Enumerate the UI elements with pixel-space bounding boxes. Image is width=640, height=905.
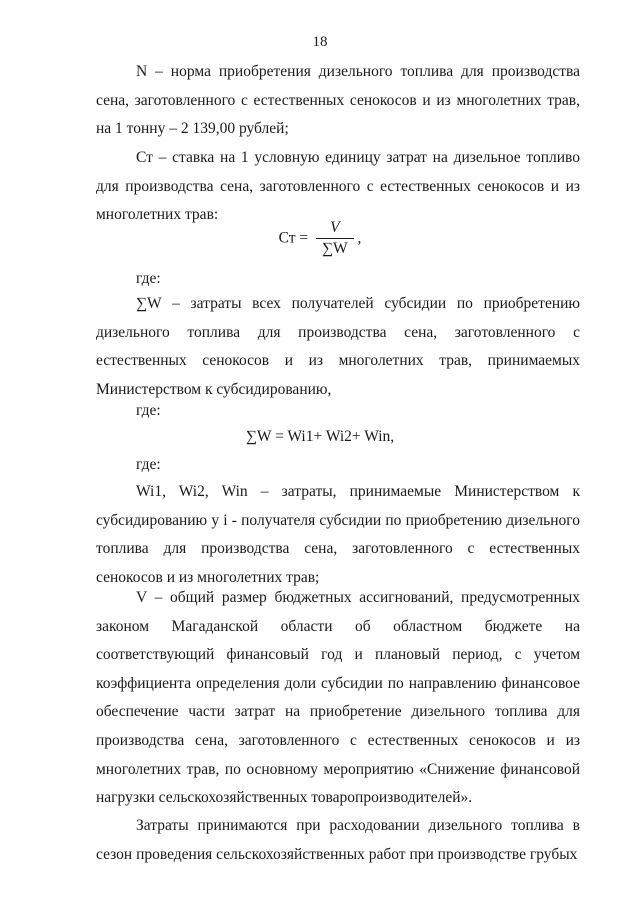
formula-st-tail: , — [357, 229, 362, 247]
formula-st-denominator: ∑W — [321, 240, 348, 257]
paragraph-sum-w: ∑W – затраты всех получателей субсидии по приобретению дизельного топлива для производства сена, заготовленного с естественных сенокосов и из многолетних трав, принимаемых Министерством к субсидированию, — [96, 295, 580, 398]
paragraph-costs: Затраты принимаются при расходовании дизельного топлива в сезон проведения сельскохозяйственных работ при производстве грубых — [96, 817, 580, 863]
formula-st — [0, 218, 640, 259]
paragraph-rate-st: Ст – ставка на 1 условную единицу затрат на дизельное топливо для производства сена, заготовленного с естественных сенокосов и из многолетних трав: — [96, 149, 580, 224]
formula-st-fraction — [316, 218, 354, 259]
where-label-2: где: — [136, 402, 161, 419]
page-number: 18 — [312, 34, 328, 50]
where-label-1: где: — [136, 270, 161, 287]
paragraph-norm-n: N – норма приобретения дизельного топлива для производства сена, заготовленного с естественных сенокосов и из многолетних трав, на 1 тонну – 2 139,00 рублей; — [96, 63, 580, 138]
formula-st-lhs: Ст = — [278, 229, 309, 247]
formula-sum-w: ∑W = Wi1+ Wi2+ Win, — [245, 428, 395, 445]
paragraph-wi: Wi1, Wi2, Win – затраты, принимаемые Министерством к субсидированию у i - получателя субсидии по приобретению дизельного топлива для производства сена, заготовленного с естественных сенокосов и из многолетних трав; — [96, 483, 580, 586]
paragraph-v: V – общий размер бюджетных ассигнований, предусмотренных законом Магаданской области об областном бюджете на соответствующий финансовый год и плановый период, с учетом коэффициента определения доли субсидии по направлению финансовое обеспечение части затрат на приобретение дизельного топлива для производства сена, заготовленного с естественных сенокосов и из многолетних трав, по основному мероприятию «Снижение финансовой нагрузки сельскохозяйственных товаропроизводителей». — [96, 589, 580, 807]
where-label-3: где: — [136, 456, 161, 473]
formula-st-numerator: V — [316, 218, 354, 239]
